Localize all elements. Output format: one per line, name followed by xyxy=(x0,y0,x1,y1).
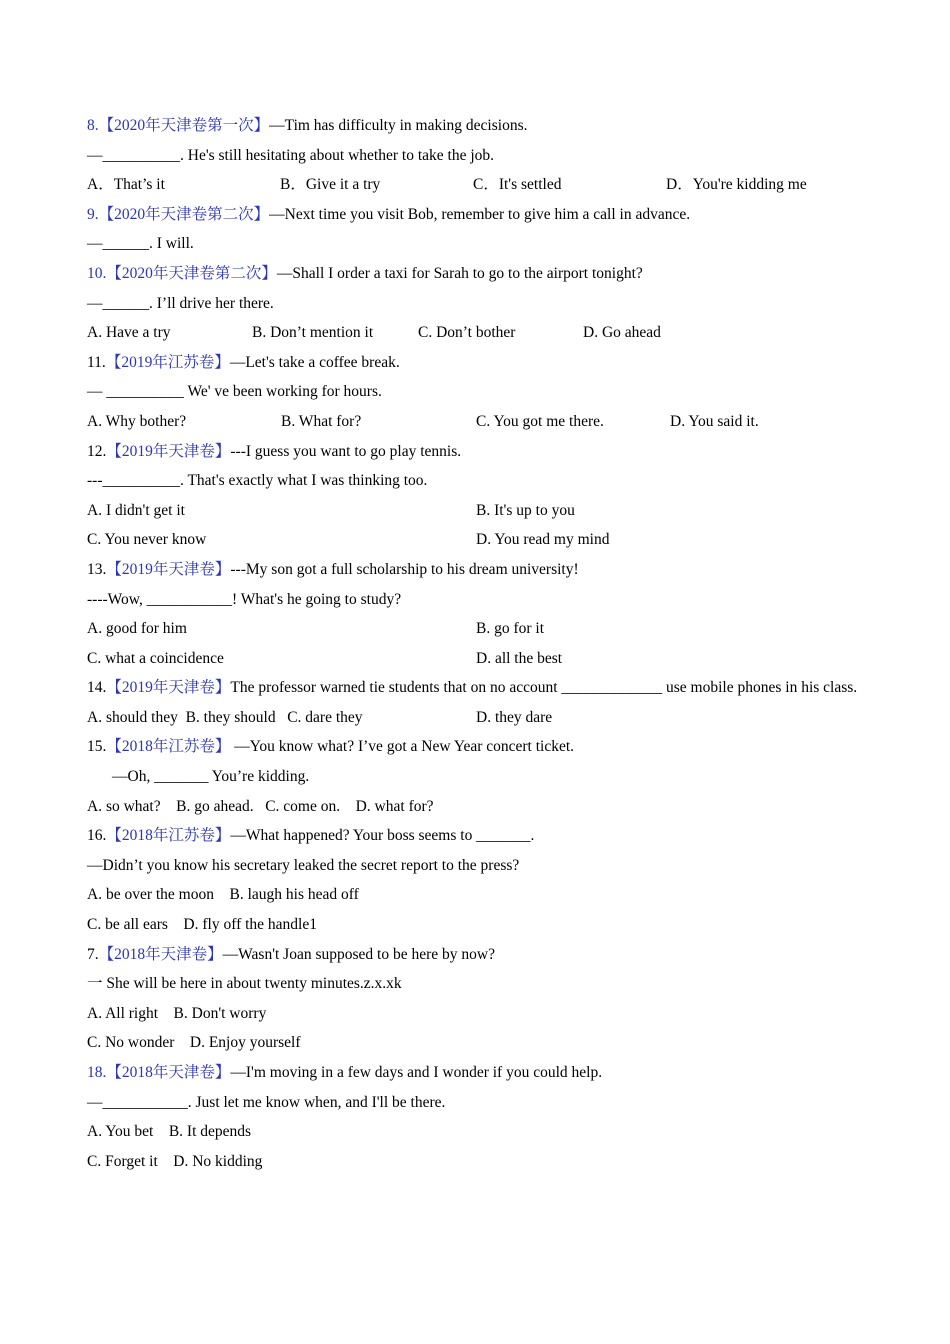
question-15-reply: —Oh, _______ You’re kidding. xyxy=(112,768,310,786)
question-15-stem xyxy=(87,732,867,762)
question-number: 7. xyxy=(87,945,99,963)
option-d: D. You read my mind xyxy=(476,531,610,549)
question-text: ---I guess you want to go play tennis. xyxy=(230,442,462,460)
question-11-options xyxy=(87,407,867,437)
question-source-tag: 【2018年天津卷】 xyxy=(106,1064,231,1081)
question-source-tag: 【2018年江苏卷】 xyxy=(106,738,231,756)
option-a: A．That’s it xyxy=(87,176,165,194)
question-10-reply: —______. I’ll drive her there. xyxy=(87,294,274,312)
option-c: C. Don’t bother xyxy=(418,324,516,342)
question-15-options: A. so what? B. go ahead. C. come on. D. what for? xyxy=(87,797,434,815)
question-10-options xyxy=(87,318,867,348)
question-text: —Wasn't Joan supposed to be here by now? xyxy=(222,945,495,963)
question-source-tag: 【2020年天津卷第二次】 xyxy=(106,264,277,282)
question-text: The professor warned tie students that on no account _____________ use mobile phones in his class. xyxy=(230,679,858,697)
question-13-options-row-1 xyxy=(87,614,867,644)
question-7-options-row-1: A. All right B. Don't worry xyxy=(87,1004,267,1022)
question-11-reply: — __________ We' ve been working for hours. xyxy=(87,383,382,401)
question-10-stem xyxy=(87,259,867,289)
question-text: —You know what? I’ve got a New Year concert ticket. xyxy=(230,738,575,756)
question-number: 9. xyxy=(87,205,99,223)
question-text: —Next time you visit Bob, remember to give him a call in advance. xyxy=(269,205,691,223)
option-b: B. It's up to you xyxy=(476,501,575,519)
option-a: A. Why bother? xyxy=(87,412,187,430)
option-c: C. You never know xyxy=(87,531,207,549)
question-14-stem xyxy=(87,673,867,703)
question-text: —What happened? Your boss seems to _______. xyxy=(230,827,535,845)
question-number: 14. xyxy=(87,679,107,697)
question-13-reply: ----Wow, ___________! What's he going to study? xyxy=(87,590,402,608)
question-7-options-row-2: C. No wonder D. Enjoy yourself xyxy=(87,1034,301,1052)
question-9-stem xyxy=(87,200,867,230)
option-d: D．You're kidding me xyxy=(666,176,807,194)
question-number: 11. xyxy=(87,353,106,371)
option-c: C. what a coincidence xyxy=(87,649,224,667)
question-source-tag: 【2020年天津卷第一次】 xyxy=(98,117,270,134)
question-18-options-row-2: C. Forget it D. No kidding xyxy=(87,1152,263,1170)
option-a: A. Have a try xyxy=(87,324,171,342)
question-8-stem xyxy=(87,111,867,141)
question-13-stem xyxy=(87,555,867,585)
question-text: —Shall I order a taxi for Sarah to go to the airport tonight? xyxy=(276,264,643,282)
option-b: B．Give it a try xyxy=(280,176,381,194)
option-b: B. What for? xyxy=(281,412,362,430)
question-number: 16. xyxy=(87,827,107,845)
question-7-reply: 一 She will be here in about twenty minutes.z.x.xk xyxy=(87,975,402,993)
question-16-reply: —Didn’t you know his secretary leaked the secret report to the press? xyxy=(87,856,520,874)
option-d: D. all the best xyxy=(476,649,563,667)
option-b: B. Don’t mention it xyxy=(252,324,374,342)
question-number: 18. xyxy=(87,1064,107,1081)
option-c: C．It's settled xyxy=(473,176,562,194)
question-source-tag: 【2019年江苏卷】 xyxy=(105,353,230,371)
question-13-options-row-2 xyxy=(87,644,867,674)
question-12-stem xyxy=(87,437,867,467)
option-a: A. good for him xyxy=(87,620,187,638)
document-page xyxy=(87,111,867,1176)
option-d: D. Go ahead xyxy=(583,324,661,342)
question-number: 15. xyxy=(87,738,107,756)
question-12-options-row-2 xyxy=(87,525,867,555)
question-source-tag: 【2018年天津卷】 xyxy=(98,945,223,963)
question-text: —Tim has difficulty in making decisions. xyxy=(269,117,528,134)
question-18-reply: —___________. Just let me know when, and I'll be there. xyxy=(87,1093,446,1111)
question-18-options-row-1: A. You bet B. It depends xyxy=(87,1123,252,1141)
question-14-options xyxy=(87,703,867,733)
question-source-tag: 【2019年天津卷】 xyxy=(106,442,231,460)
question-9-reply: —______. I will. xyxy=(87,235,194,253)
question-16-stem xyxy=(87,821,867,851)
question-number: 10. xyxy=(87,264,107,282)
question-8-reply: —__________. He's still hesitating about whether to take the job. xyxy=(87,146,495,164)
option-a: A. I didn't get it xyxy=(87,501,185,519)
question-text: —I'm moving in a few days and I wonder if you could help. xyxy=(230,1064,603,1081)
question-source-tag: 【2020年天津卷第二次】 xyxy=(98,205,270,223)
option-b: B. go for it xyxy=(476,620,545,638)
question-18-stem xyxy=(87,1058,867,1088)
option-d: D. You said it. xyxy=(670,412,759,430)
question-8-options xyxy=(87,170,867,200)
question-11-stem xyxy=(87,348,867,378)
question-number: 12. xyxy=(87,442,107,460)
option-a-b-c: A. should they B. they should C. dare they xyxy=(87,708,363,726)
question-source-tag: 【2018年江苏卷】 xyxy=(106,827,231,845)
question-text: ---My son got a full scholarship to his dream university! xyxy=(230,560,579,578)
option-d: D. they dare xyxy=(476,708,553,726)
option-c: C. You got me there. xyxy=(476,412,604,430)
question-12-options-row-1 xyxy=(87,496,867,526)
question-16-options-row-1: A. be over the moon B. laugh his head off xyxy=(87,886,359,904)
question-source-tag: 【2019年天津卷】 xyxy=(106,679,231,697)
question-number: 13. xyxy=(87,560,107,578)
question-16-options-row-2: C. be all ears D. fly off the handle1 xyxy=(87,916,317,934)
question-number: 8. xyxy=(87,117,99,134)
question-source-tag: 【2019年天津卷】 xyxy=(106,560,231,578)
question-7-stem xyxy=(87,940,867,970)
question-12-reply: ---__________. That's exactly what I was thinking too. xyxy=(87,472,428,490)
question-text: —Let's take a coffee break. xyxy=(229,353,400,371)
